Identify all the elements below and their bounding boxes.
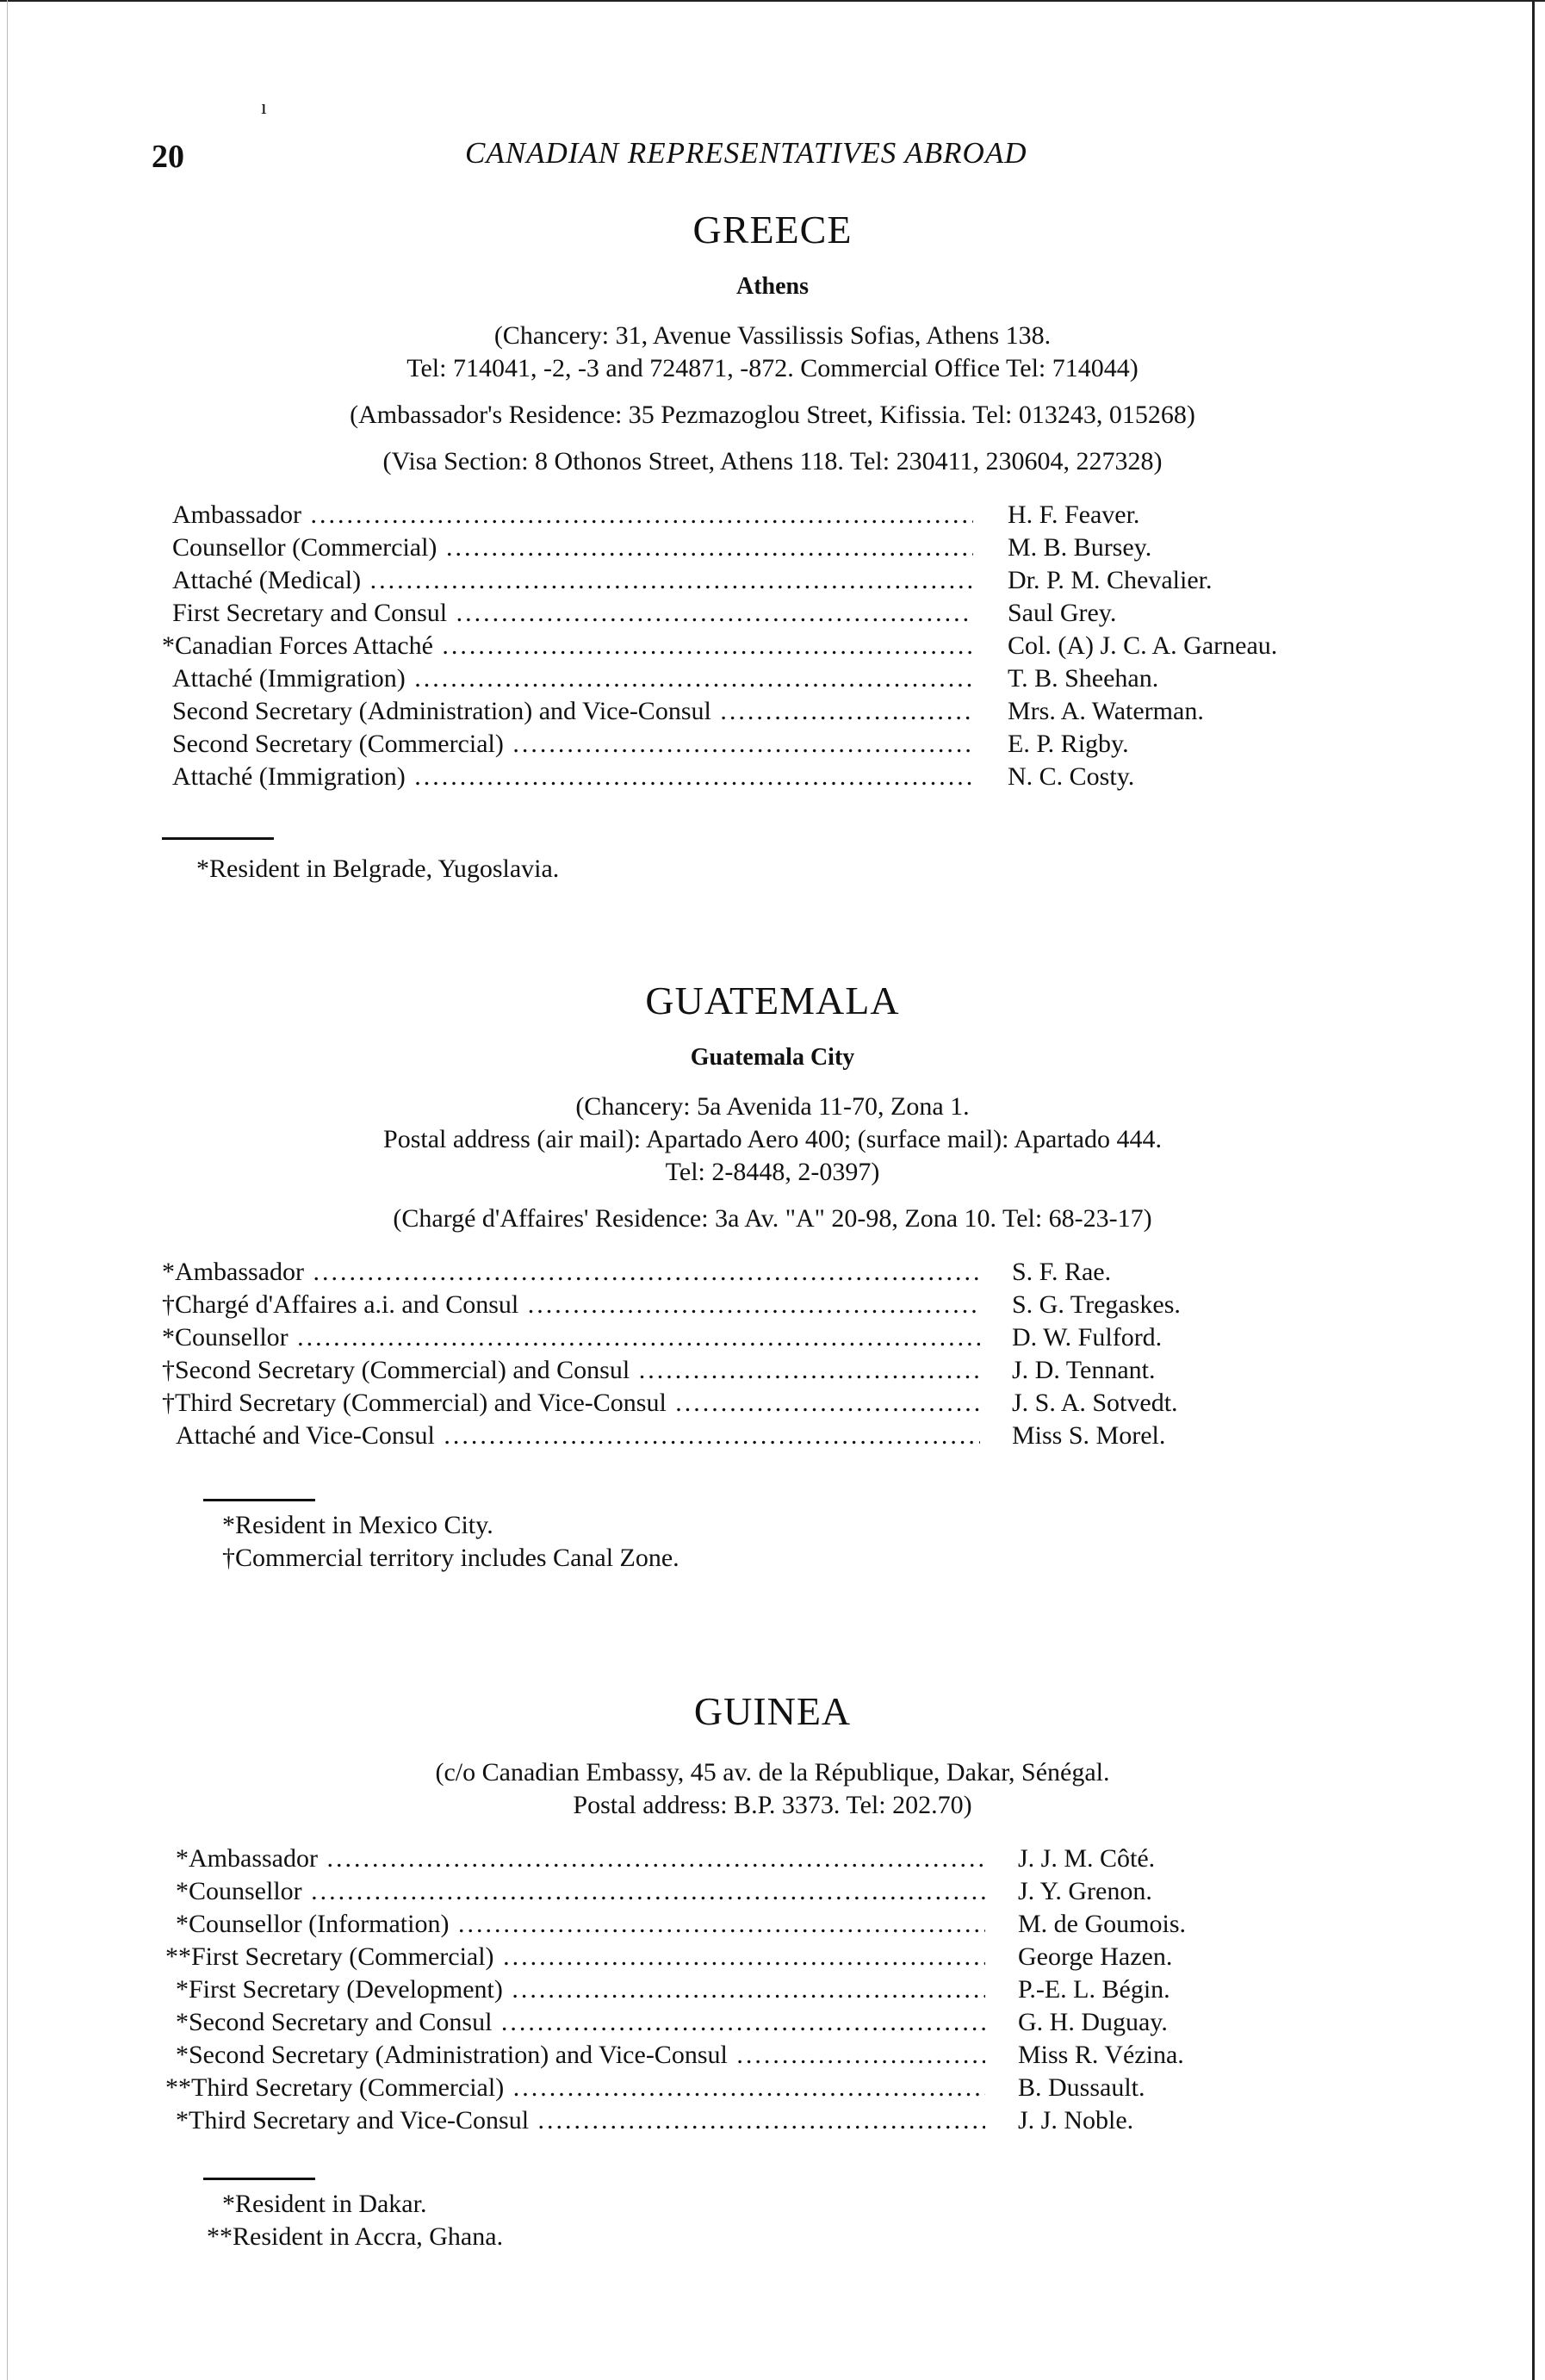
footnote-rule (203, 1499, 315, 1501)
city-heading: Athens (735, 273, 809, 300)
staff-title: *Second Secretary and Consul ..... (176, 2006, 985, 2039)
staff-row (0, 728, 1545, 761)
staff-name: G. H. Duguay. (1018, 2008, 1168, 2036)
staff-row (0, 2104, 1545, 2137)
staff-title: *Counsellor ..... (176, 1875, 985, 1908)
staff-row (0, 1908, 1545, 1941)
address-line: (Ambassador's Residence: 35 Pezmazoglou Street, Kifissia. Tel: 013243, 015268) (350, 401, 1195, 429)
staff-title: *Counsellor ..... (162, 1321, 980, 1354)
footnote: †Commercial territory includes Canal Zone. (222, 1544, 679, 1572)
footnote-rule (203, 2178, 315, 2180)
country-heading: GREECE (692, 208, 853, 252)
address-line: (c/o Canadian Embassy, 45 av. de la République, Dakar, Sénégal. (435, 1758, 1110, 1787)
address-line: (Chargé d'Affaires' Residence: 3a Av. "A" 20-98, Zona 10. Tel: 68-23-17) (393, 1204, 1152, 1233)
address-line: (Visa Section: 8 Othonos Street, Athens 118. Tel: 230411, 230604, 227328) (382, 447, 1163, 475)
staff-title: †Chargé d'Affaires a.i. and Consul ..... (162, 1289, 980, 1321)
staff-name: Saul Grey. (1008, 599, 1117, 627)
staff-name: T. B. Sheehan. (1008, 664, 1159, 693)
staff-name: D. W. Fulford. (1012, 1323, 1163, 1352)
address-line: Tel: 714041, -2, -3 and 724871, -872. Commercial Office Tel: 714044) (406, 354, 1139, 382)
staff-row (0, 1289, 1545, 1321)
staff-list (0, 1842, 1545, 2137)
staff-title: Second Secretary (Commercial) ..... (172, 728, 973, 761)
staff-name: J. J. M. Côté. (1018, 1844, 1156, 1873)
country-heading: GUATEMALA (645, 979, 900, 1022)
staff-name: N. C. Costy. (1008, 762, 1135, 791)
staff-row (0, 499, 1545, 531)
staff-name: B. Dussault. (1018, 2073, 1145, 2102)
staff-title: *Third Secretary and Vice-Consul ..... (176, 2104, 985, 2137)
address-block (0, 1756, 1545, 1822)
top-border (0, 0, 1545, 2)
staff-name: M. B. Bursey. (1008, 533, 1152, 562)
footnote: *Resident in Belgrade, Yugoslavia. (196, 854, 560, 883)
footnote: *Resident in Dakar. (222, 2190, 427, 2218)
page-number: 20 (152, 139, 184, 175)
staff-name: H. F. Feaver. (1008, 500, 1140, 529)
staff-title: *Ambassador ..... (176, 1842, 985, 1875)
staff-title: Attaché (Immigration) ..... (172, 761, 973, 793)
staff-title: Second Secretary (Administration) and Vice-Consul ..... (172, 695, 973, 728)
address-line: Postal address: B.P. 3373. Tel: 202.70) (573, 1791, 972, 1819)
staff-row (0, 2006, 1545, 2039)
address-line: (Chancery: 31, Avenue Vassilissis Sofias, Athens 138. (493, 321, 1052, 350)
address-block (0, 320, 1545, 478)
staff-row (0, 1387, 1545, 1420)
staff-row (0, 1842, 1545, 1875)
staff-row (0, 1354, 1545, 1387)
staff-list (0, 499, 1545, 793)
staff-row (0, 630, 1545, 662)
section-guinea (0, 1688, 1545, 2137)
staff-name: S. F. Rae. (1012, 1258, 1112, 1286)
staff-title: Counsellor (Commercial) ..... (172, 531, 973, 564)
staff-title: *First Secretary (Development) ..... (176, 1973, 985, 2006)
staff-name: J. Y. Grenon. (1018, 1877, 1152, 1905)
staff-list (0, 1256, 1545, 1452)
running-title: CANADIAN REPRESENTATIVES ABROAD (465, 136, 1027, 170)
staff-name: George Hazen. (1018, 1942, 1173, 1971)
section-greece (0, 207, 1545, 793)
staff-name: J. D. Tennant. (1012, 1356, 1156, 1384)
staff-title: Attaché (Immigration) ..... (172, 662, 973, 695)
address-line: (Chancery: 5a Avenida 11-70, Zona 1. (575, 1092, 970, 1121)
staff-name: M. de Goumois. (1018, 1910, 1186, 1938)
section-guatemala (0, 978, 1545, 1452)
staff-row (0, 1256, 1545, 1289)
staff-title: *Ambassador ..... (162, 1256, 980, 1289)
staff-row (0, 1321, 1545, 1354)
staff-title: *Canadian Forces Attaché ..... (162, 630, 973, 662)
staff-name: Dr. P. M. Chevalier. (1008, 566, 1213, 594)
footnote: **Resident in Accra, Ghana. (207, 2222, 504, 2251)
staff-row (0, 1420, 1545, 1452)
staff-row (0, 531, 1545, 564)
staff-title: **First Secretary (Commercial) ..... (165, 1941, 985, 1973)
staff-title: Attaché (Medical) ..... (172, 564, 973, 597)
footnote-rule (162, 837, 274, 840)
staff-name: Col. (A) J. C. A. Garneau. (1008, 631, 1278, 660)
staff-row (0, 1875, 1545, 1908)
staff-title: †Third Secretary (Commercial) and Vice-Consul ..... (162, 1387, 980, 1420)
staff-title: *Second Secretary (Administration) and Vice-Consul ..... (176, 2039, 985, 2072)
staff-row (0, 662, 1545, 695)
staff-name: E. P. Rigby. (1008, 730, 1129, 758)
staff-row (0, 695, 1545, 728)
staff-name: Miss S. Morel. (1012, 1421, 1166, 1450)
address-block (0, 1091, 1545, 1235)
address-line: Tel: 2-8448, 2-0397) (665, 1158, 880, 1186)
staff-row (0, 2072, 1545, 2104)
staff-name: S. G. Tregaskes. (1012, 1290, 1181, 1319)
footnote: *Resident in Mexico City. (222, 1511, 493, 1539)
staff-row (0, 2039, 1545, 2072)
city-heading: Guatemala City (690, 1044, 855, 1071)
staff-title: Attaché and Vice-Consul ..... (176, 1420, 980, 1452)
country-heading: GUINEA (693, 1689, 852, 1733)
staff-row (0, 1973, 1545, 2006)
staff-title: **Third Secretary (Commercial) ..... (165, 2072, 985, 2104)
staff-name: Mrs. A. Waterman. (1008, 697, 1204, 725)
staff-name: Miss R. Vézina. (1018, 2041, 1184, 2069)
staff-title: *Counsellor (Information) ..... (176, 1908, 985, 1941)
staff-name: J. S. A. Sotvedt. (1012, 1389, 1178, 1417)
staff-title: †Second Secretary (Commercial) and Consul ..... (162, 1354, 980, 1387)
staff-name: P.-E. L. Bégin. (1018, 1975, 1170, 2004)
staff-row (0, 761, 1545, 793)
staff-row (0, 1941, 1545, 1973)
scan-mark: ı (261, 96, 267, 119)
staff-row (0, 597, 1545, 630)
staff-title: Ambassador ..... (172, 499, 973, 531)
staff-row (0, 564, 1545, 597)
staff-name: J. J. Noble. (1018, 2106, 1134, 2135)
staff-title: First Secretary and Consul ..... (172, 597, 973, 630)
address-line: Postal address (air mail): Apartado Aero 400; (surface mail): Apartado 444. (383, 1125, 1162, 1153)
